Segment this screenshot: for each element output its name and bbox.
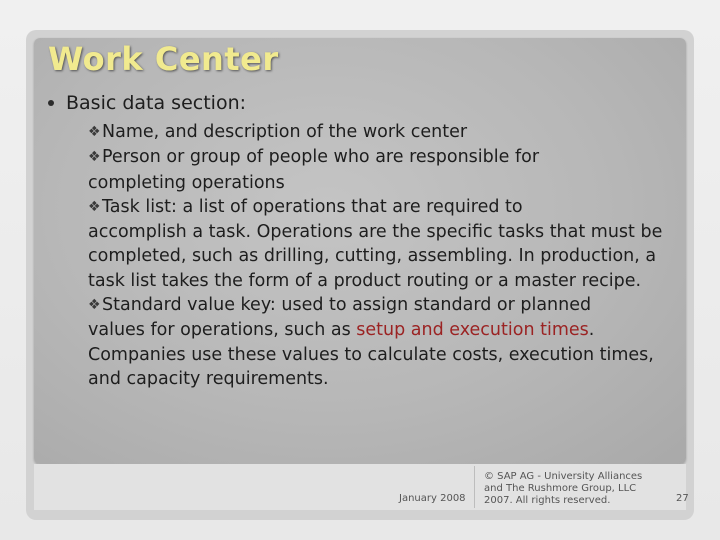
- diamond-bullet-icon: ❖: [88, 198, 101, 215]
- footer-date: January 2008: [399, 493, 466, 504]
- item-text: Task list: a list of operations that are required to: [102, 196, 523, 217]
- main-bullet: [48, 92, 246, 114]
- diamond-bullet-icon: ❖: [88, 149, 101, 166]
- bullet-dot-icon: [48, 100, 54, 106]
- main-bullet-text: Basic data section:: [66, 92, 247, 114]
- item-text-part: . Companies use these values to calculate costs, execution times, and capacity requirements.: [88, 320, 654, 389]
- highlighted-term: setup and execution times: [356, 320, 589, 341]
- footer-divider: [474, 466, 475, 508]
- sub-bullet-list: [88, 120, 688, 391]
- item-text: Person or group of people who are responsible for: [102, 147, 540, 168]
- list-item: [88, 120, 688, 145]
- list-item: [88, 293, 688, 391]
- item-text: Name, and description of the work center: [102, 122, 468, 142]
- footer-copyright: © SAP AG - University Alliances and The Rushmore Group, LLC 2007. All rights reserved.: [484, 471, 643, 506]
- slide-title: Work Center: [48, 40, 279, 78]
- diamond-bullet-icon: ❖: [88, 297, 101, 314]
- item-text-continued: accomplish a task. Operations are the specific tasks that must be completed, such as drilling, cutting, assembling. In production, a task list takes the form of a product routing or a master recipe.: [88, 222, 663, 291]
- item-text-part: values for operations, such as: [88, 320, 357, 341]
- list-item: [88, 195, 688, 293]
- item-text-continued: [88, 318, 688, 391]
- diamond-bullet-icon: ❖: [88, 124, 101, 140]
- item-text-continued: completing operations: [88, 172, 285, 193]
- page-number: 27: [676, 493, 689, 504]
- item-text: Standard value key: used to assign standard or planned: [102, 295, 592, 316]
- list-item: [88, 145, 688, 195]
